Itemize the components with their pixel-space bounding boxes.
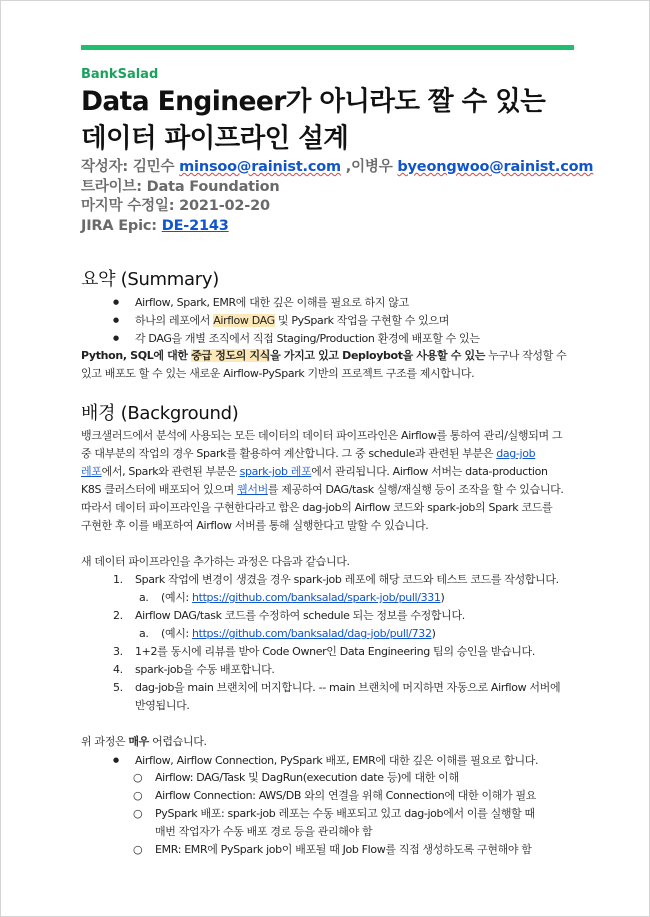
list-item: ○ Airflow Connection: AWS/DB 와의 연결을 위해 Connection에 대한 이해가 필요 bbox=[81, 787, 581, 805]
jira-row bbox=[81, 217, 611, 237]
bullet-circle-icon: ○ bbox=[133, 789, 143, 802]
bullet-circle-icon: ○ bbox=[133, 807, 143, 820]
list-item: ○ PySpark 배포: spark-job 레포는 수동 배포되고 있고 dag-job에서 이를 실행할 때 bbox=[81, 805, 581, 823]
list-item: a. (예시: https://github.com/banksalad/spark-job/pull/331) bbox=[139, 591, 445, 604]
modified-row: 마지막 수정일: 2021-02-20 bbox=[81, 198, 270, 214]
author-separator: ,이병우 bbox=[340, 159, 398, 175]
background-heading: 배경 (Background) bbox=[81, 403, 239, 424]
author-row bbox=[81, 158, 611, 178]
summary-paragraph-line-1: Python, SQL에 대한 중급 정도의 지식을 가지고 있고 Deploybot을 사용할 수 있는 누구나 작성할 수 bbox=[81, 349, 567, 362]
dag-job-pr-link[interactable]: https://github.com/banksalad/dag-job/pull/732 bbox=[192, 627, 432, 640]
page-title bbox=[81, 83, 581, 157]
title-line-2: 데이터 파이프라인 설계 bbox=[81, 123, 349, 154]
author2-email-link[interactable]: byeongwoo@rainist.com bbox=[397, 159, 594, 175]
summary-section bbox=[81, 293, 581, 383]
list-item: 2. Airflow DAG/task 코드를 수정하여 schedule 되는 정보를 수정합니다. bbox=[113, 609, 465, 622]
brand-label: BankSalad bbox=[81, 67, 159, 82]
dag-job-repo-link-cont[interactable]: 레포 bbox=[81, 465, 102, 478]
highlighted-text: Airflow DAG bbox=[213, 314, 275, 327]
list-item: 4. spark-job을 수동 배포합니다. bbox=[113, 663, 275, 676]
bullet-circle-icon: ○ bbox=[133, 843, 143, 856]
webserver-link[interactable]: 웹서버 bbox=[237, 483, 268, 496]
brand-accent-bar bbox=[81, 45, 574, 50]
title-line-1: Data Engineer가 아니라도 짤 수 있는 bbox=[81, 86, 546, 117]
bullet-disc-icon: ● bbox=[113, 316, 119, 324]
document-meta bbox=[81, 158, 611, 236]
dag-job-repo-link[interactable]: dag-job bbox=[496, 447, 536, 460]
highlighted-text: 중급 정도의 지식 bbox=[191, 349, 271, 362]
list-item: ● 각 DAG을 개별 조직에서 직접 Staging/Production 환경에 배포할 수 있는 bbox=[81, 329, 581, 347]
list-item-continuation: 반영됩니다. bbox=[135, 699, 190, 712]
bullet-disc-icon: ● bbox=[113, 334, 119, 342]
list-item: ● 하나의 레포에서 Airflow DAG 및 PySpark 작업을 구현할 수 있으며 bbox=[81, 311, 581, 329]
author1-email-link[interactable]: minsoo@rainist.com bbox=[179, 159, 341, 175]
list-item: 1. Spark 작업에 변경이 생겼을 경우 spark-job 레포에 해당 코드와 테스트 코드를 작성합니다. bbox=[113, 573, 559, 586]
list-item: ● Airflow, Spark, EMR에 대한 깊은 이해를 필요로 하지 않고 bbox=[81, 293, 581, 311]
list-item: ○ Airflow: DAG/Task 및 DagRun(execution date 등)에 대한 이해 bbox=[81, 769, 581, 787]
list-item: a. (예시: https://github.com/banksalad/dag-job/pull/732) bbox=[139, 627, 436, 640]
jira-epic-link[interactable]: DE-2143 bbox=[161, 217, 229, 234]
jira-label: JIRA Epic: bbox=[81, 217, 162, 234]
summary-heading: 요약 (Summary) bbox=[81, 269, 219, 290]
summary-paragraph-line-2: 있고 배포도 할 수 있는 새로운 Airflow-PySpark 기반의 프로젝트 구조를 제시합니다. bbox=[81, 367, 475, 380]
list-item: 5. dag-job을 main 브랜치에 머지합니다. -- main 브랜치에 머지하면 자동으로 Airflow 서버에 bbox=[113, 681, 561, 694]
list-item: ○ EMR: EMR에 PySpark job이 배포될 때 Job Flow를 직접 생성하도록 구현해야 함 bbox=[81, 841, 581, 859]
bullet-circle-icon: ○ bbox=[133, 771, 143, 784]
author-label: 작성자: 김민수 bbox=[81, 159, 180, 175]
spark-job-repo-link[interactable]: spark-job 레포 bbox=[239, 465, 312, 478]
list-item: 3. 1+2를 동시에 리뷰를 받아 Code Owner인 Data Engineering 팀의 승인을 받습니다. bbox=[113, 645, 535, 658]
tribe-row: 트라이브: Data Foundation bbox=[81, 178, 280, 195]
list-item: ● Airflow, Airflow Connection, PySpark 배포, EMR에 대한 깊은 이해를 필요로 합니다. bbox=[81, 751, 581, 769]
spark-job-pr-link[interactable]: https://github.com/banksalad/spark-job/pull/331 bbox=[192, 591, 441, 604]
bullet-disc-icon: ● bbox=[113, 756, 119, 764]
list-item-continuation: 매번 작업자가 수동 배포 경로 등을 관리해야 함 bbox=[155, 825, 373, 838]
bullet-disc-icon: ● bbox=[113, 298, 119, 306]
background-section: 뱅크샐러드에서 분석에 사용되는 모든 데이터의 데이터 파이프라인은 Airflow를 통하여 관리/실행되며 그 중 대부분의 작업의 경우 Spark를 활용하여 계산합니다. 그 중 schedule과 관련된 부분은 dag-job 레포에서, Spark와 관련된 부분은 spark-job 레포에서 관리됩니다. Airflow 서버는 data-production K8S 클러스터에 배포되어 있으며 웹서버를 제공하여 DAG/task 실행/재실행 등이 조작을 할 수 있습니다. 따라서 데이터 파이프라인을 구현한다라고 함은 dag-job의 Airflow 코드와 spark-job의 Spark 코드를 구현한 후 이를 배포하여 Airflow 서버를 통해 실행한다고 말할 수 있습니다. 새 데이터 파이프라인을 추가하는 과정은 다음과 같습니다. 1. Spark 작업에 변경이 생겼을 경우 spark-job 레포에 해당 코드와 테스트 코드를 작성합니다. a. (예시: https://github.com/banksalad/spark-job/pull/331) 2. Airflow DAG/task 코드를 수정하여 schedule 되는 정보를 수정합니다. a. (예시: https://github.com/banksalad/dag-job/pull/732) 3. 1+2를 동시에 리뷰를 받아 Code Owner인 Data Engineering 팀의 승인을 받습니다. 4. spark-job을 수동 배포합니다. 5. dag-job을 main 브랜치에 머지합니다. -- main 브랜치에 머지하면 자동으로 Airflow 서버에 반영됩니다. 위 과정은 매우 어렵습니다. ● Airflow, Airflow Connection, PySpark 배포, EMR에 대한 깊은 이해를 필요로 합니다. ○ Airflow: DAG/Task 및 DagRun(execution date 등)에 대한 이해 ○ Airflow Connection: AWS/DB 와의 연결을 위해 Connection에 대한 이해가 필요 ○ PySpark 배포: spark-job 레포는 수동 배포되고 있고 dag-job에서 이를 실행할 때 매번 작업자가 수동 배포 경로 등을 관리해야 함 ○ EMR: EMR에 PySpark job이 배포될 때 Job Flow를 직접 생성하도록 구현해야 함 bbox=[81, 427, 581, 859]
